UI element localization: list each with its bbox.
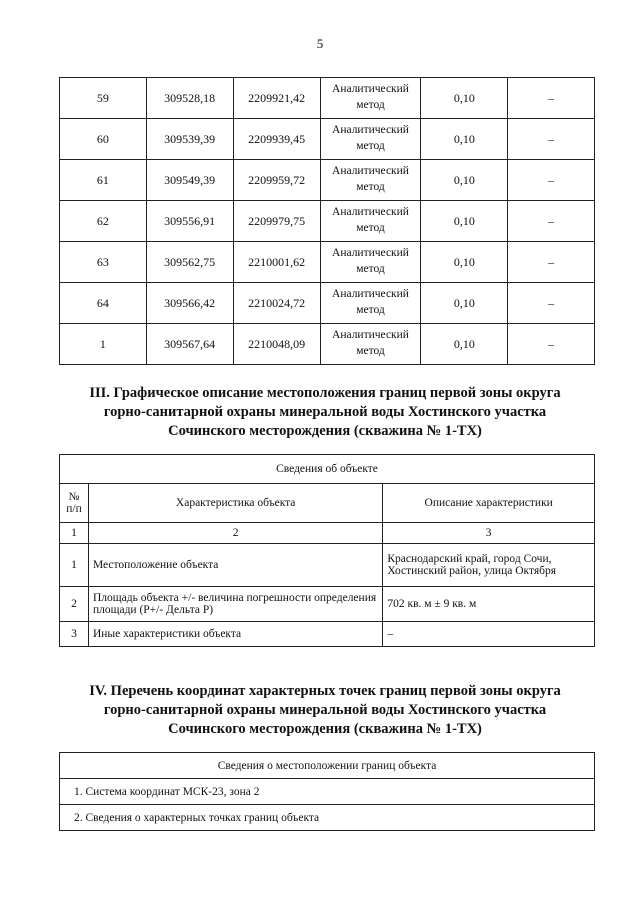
point-number-cell: 1 [60,324,147,365]
row-description: – [383,622,595,647]
x-coordinate-cell: 309549,39 [146,160,233,201]
y-coordinate-cell: 2210024,72 [233,283,320,324]
note-cell: – [508,324,595,365]
method-cell: Аналитический метод [320,160,421,201]
object-info-table [59,454,595,647]
row-description: Краснодарский край, город Сочи, Хостинский район, улица Октября [383,544,595,587]
x-coordinate-cell: 309567,64 [146,324,233,365]
y-coordinate-cell: 2210001,62 [233,242,320,283]
table-row [60,622,595,647]
row-characteristic: Площадь объекта +/- величина погрешности определения площади (Р+/- Дельта Р) [88,587,382,622]
section-3-heading-line-1: III. Графическое описание местоположения границ первой зоны округа [89,385,561,401]
accuracy-cell: 0,10 [421,283,508,324]
point-number-cell: 63 [60,242,147,283]
table-row [60,160,595,201]
section-3-heading [40,384,610,441]
row-characteristic: Иные характеристики объекта [88,622,382,647]
x-coordinate-cell: 309539,39 [146,119,233,160]
section-3-heading-line-2: горно-санитарной охраны минеральной воды Хостинского участка [103,404,547,420]
method-cell: Аналитический метод [320,119,421,160]
row-characteristic: Местоположение объекта [88,544,382,587]
method-cell: Аналитический метод [320,283,421,324]
x-coordinate-cell: 309566,42 [146,283,233,324]
accuracy-cell: 0,10 [421,160,508,201]
note-cell: – [508,78,595,119]
table-row [60,544,595,587]
column-header-characteristic: Характеристика объекта [88,484,382,523]
accuracy-cell: 0,10 [421,324,508,365]
method-cell: Аналитический метод [320,78,421,119]
row-number: 2 [60,587,89,622]
point-number-cell: 62 [60,201,147,242]
y-coordinate-cell: 2209979,75 [233,201,320,242]
object-table-caption: Сведения об объекте [60,455,595,484]
section-3-heading-line-3: Сочинского месторождения (скважина № 1-ТХ) [168,423,482,439]
row-description: 702 кв. м ± 9 кв. м [383,587,595,622]
table-row [60,283,595,324]
table-row [60,242,595,283]
column-header-description: Описание характеристики [383,484,595,523]
point-number-cell: 60 [60,119,147,160]
x-coordinate-cell: 309556,91 [146,201,233,242]
point-number-cell: 61 [60,160,147,201]
accuracy-cell: 0,10 [421,78,508,119]
column-number-3: 3 [383,523,595,544]
y-coordinate-cell: 2209959,72 [233,160,320,201]
y-coordinate-cell: 2209939,45 [233,119,320,160]
table-row [60,119,595,160]
method-cell: Аналитический метод [320,242,421,283]
method-cell: Аналитический метод [320,201,421,242]
section-4-heading-line-1: IV. Перечень координат характерных точек границ первой зоны округа [89,683,561,699]
note-cell: – [508,160,595,201]
method-cell: Аналитический метод [320,324,421,365]
coordinate-system-item: 1. Система координат МСК-23, зона 2 [60,779,595,805]
row-number: 3 [60,622,89,647]
table-row [60,201,595,242]
accuracy-cell: 0,10 [421,242,508,283]
point-number-cell: 59 [60,78,147,119]
x-coordinate-cell: 309528,18 [146,78,233,119]
section-4-heading-line-3: Сочинского месторождения (скважина № 1-ТХ) [168,721,482,737]
y-coordinate-cell: 2209921,42 [233,78,320,119]
table-row [60,587,595,622]
column-number-2: 2 [88,523,382,544]
note-cell: – [508,283,595,324]
table-row [60,324,595,365]
note-cell: – [508,201,595,242]
boundary-info-table [59,752,595,831]
point-number-cell: 64 [60,283,147,324]
page-number: 5 [316,36,324,51]
column-header-no: № п/п [60,484,89,523]
row-number: 1 [60,544,89,587]
section-4-heading-line-2: горно-санитарной охраны минеральной воды Хостинского участка [103,702,547,718]
note-cell: – [508,119,595,160]
x-coordinate-cell: 309562,75 [146,242,233,283]
column-number-1: 1 [60,523,89,544]
table-row [60,78,595,119]
coordinates-table [59,77,595,365]
characteristic-points-item: 2. Сведения о характерных точках границ объекта [60,805,595,831]
boundary-table-caption: Сведения о местоположении границ объекта [60,753,595,779]
accuracy-cell: 0,10 [421,119,508,160]
y-coordinate-cell: 2210048,09 [233,324,320,365]
accuracy-cell: 0,10 [421,201,508,242]
section-4-heading [40,682,610,739]
note-cell: – [508,242,595,283]
